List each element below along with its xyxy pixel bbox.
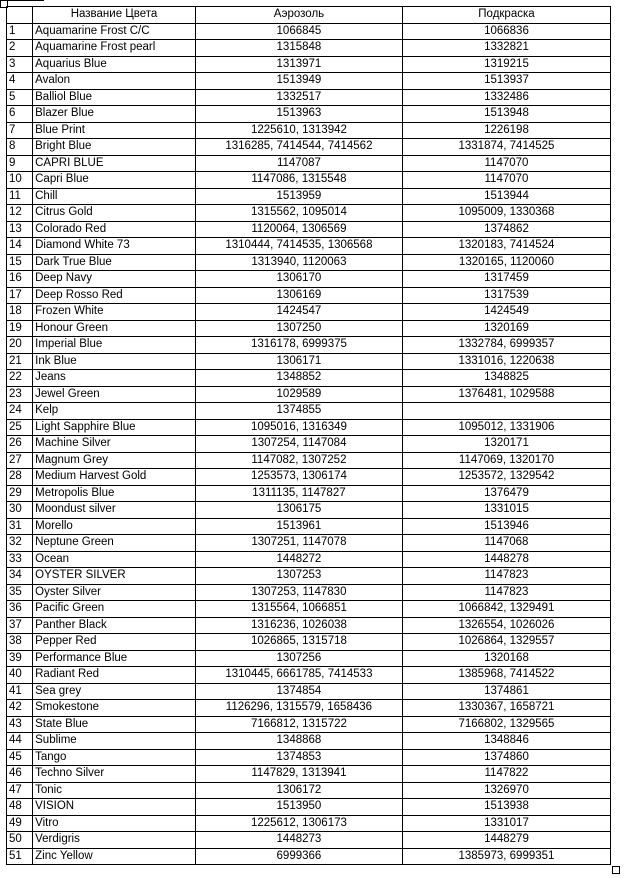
table-row	[7, 716, 611, 733]
color-name-cell: Citrus Gold	[33, 205, 196, 222]
table-row	[7, 749, 611, 766]
table-row	[7, 139, 611, 156]
color-name-cell: Radiant Red	[33, 667, 196, 684]
aerosol-code-cell: 1316236, 1026038	[195, 617, 402, 634]
row-number-cell: 12	[7, 205, 33, 222]
table-row	[7, 469, 611, 486]
color-name-cell: Pacific Green	[33, 601, 196, 618]
table-row	[7, 73, 611, 90]
primer-code-cell: 1424549	[402, 304, 610, 321]
table-row	[7, 502, 611, 519]
color-name-cell: Panther Black	[33, 617, 196, 634]
color-name-cell: Vitro	[33, 815, 196, 832]
aerosol-code-cell: 1374853	[195, 749, 402, 766]
aerosol-code-cell: 1066845	[195, 23, 402, 40]
header-primer: Подкраска	[402, 7, 610, 24]
primer-code-cell: 1147070	[402, 155, 610, 172]
row-number-cell: 36	[7, 601, 33, 618]
color-name-cell: Neptune Green	[33, 535, 196, 552]
row-number-cell: 10	[7, 172, 33, 189]
aerosol-code-cell: 1147087	[195, 155, 402, 172]
row-number-cell: 47	[7, 782, 33, 799]
color-name-cell: Ink Blue	[33, 353, 196, 370]
aerosol-code-cell: 1513959	[195, 188, 402, 205]
primer-code-cell: 1374862	[402, 221, 610, 238]
row-number-cell: 22	[7, 370, 33, 387]
row-number-cell: 7	[7, 122, 33, 139]
table-row	[7, 634, 611, 651]
aerosol-code-cell: 1313971	[195, 56, 402, 73]
primer-code-cell: 1147823	[402, 568, 610, 585]
row-number-cell: 40	[7, 667, 33, 684]
color-name-cell: Colorado Red	[33, 221, 196, 238]
aerosol-code-cell: 1147829, 1313941	[195, 766, 402, 783]
row-number-cell: 16	[7, 271, 33, 288]
row-number-cell: 15	[7, 254, 33, 271]
table-row	[7, 56, 611, 73]
aerosol-code-cell: 1126296, 1315579, 1658436	[195, 700, 402, 717]
color-codes-table	[6, 6, 611, 865]
primer-code-cell: 1331017	[402, 815, 610, 832]
row-number-cell: 27	[7, 452, 33, 469]
color-name-cell: Pepper Red	[33, 634, 196, 651]
primer-code-cell: 1147068	[402, 535, 610, 552]
primer-code-cell: 1385968, 7414522	[402, 667, 610, 684]
aerosol-code-cell: 1306175	[195, 502, 402, 519]
row-number-cell: 1	[7, 23, 33, 40]
primer-code-cell: 1374860	[402, 749, 610, 766]
aerosol-code-cell: 1448272	[195, 551, 402, 568]
primer-code-cell: 1253572, 1329542	[402, 469, 610, 486]
aerosol-code-cell: 1315848	[195, 40, 402, 57]
table-row	[7, 155, 611, 172]
color-name-cell: Jewel Green	[33, 386, 196, 403]
color-name-cell: Morello	[33, 518, 196, 535]
table-row	[7, 254, 611, 271]
aerosol-code-cell: 1307253	[195, 568, 402, 585]
row-number-cell: 25	[7, 419, 33, 436]
row-number-cell: 28	[7, 469, 33, 486]
color-name-cell: Dark True Blue	[33, 254, 196, 271]
primer-code-cell: 1095009, 1330368	[402, 205, 610, 222]
aerosol-code-cell: 1311135, 1147827	[195, 485, 402, 502]
table-row	[7, 320, 611, 337]
row-number-cell: 49	[7, 815, 33, 832]
color-name-cell: Metropolis Blue	[33, 485, 196, 502]
aerosol-code-cell: 1120064, 1306569	[195, 221, 402, 238]
aerosol-code-cell: 7166812, 1315722	[195, 716, 402, 733]
primer-code-cell: 1026864, 1329557	[402, 634, 610, 651]
row-number-cell: 13	[7, 221, 33, 238]
primer-code-cell: 1326970	[402, 782, 610, 799]
color-name-cell: Blue Print	[33, 122, 196, 139]
color-name-cell: VISION	[33, 799, 196, 816]
primer-code-cell: 1513948	[402, 106, 610, 123]
table-row	[7, 568, 611, 585]
row-number-cell: 31	[7, 518, 33, 535]
table-row	[7, 40, 611, 57]
aerosol-code-cell: 1313940, 1120063	[195, 254, 402, 271]
row-number-cell: 32	[7, 535, 33, 552]
aerosol-code-cell: 1306170	[195, 271, 402, 288]
table-row	[7, 617, 611, 634]
aerosol-code-cell: 1315564, 1066851	[195, 601, 402, 618]
row-number-cell: 42	[7, 700, 33, 717]
primer-code-cell: 1332821	[402, 40, 610, 57]
table-row	[7, 650, 611, 667]
row-number-cell: 30	[7, 502, 33, 519]
primer-code-cell: 1348825	[402, 370, 610, 387]
table-row	[7, 271, 611, 288]
row-number-cell: 43	[7, 716, 33, 733]
primer-code-cell: 1326554, 1026026	[402, 617, 610, 634]
primer-code-cell: 1376479	[402, 485, 610, 502]
aerosol-code-cell: 1307251, 1147078	[195, 535, 402, 552]
color-name-cell: Deep Navy	[33, 271, 196, 288]
row-number-cell: 35	[7, 584, 33, 601]
primer-code-cell: 1513944	[402, 188, 610, 205]
row-number-cell: 4	[7, 73, 33, 90]
row-number-cell: 50	[7, 832, 33, 849]
table-row	[7, 337, 611, 354]
primer-code-cell: 1320168	[402, 650, 610, 667]
table-row	[7, 733, 611, 750]
color-name-cell: Jeans	[33, 370, 196, 387]
table-row	[7, 205, 611, 222]
aerosol-code-cell: 1316178, 6999375	[195, 337, 402, 354]
color-name-cell: Verdigris	[33, 832, 196, 849]
primer-code-cell: 1376481, 1029588	[402, 386, 610, 403]
table-row	[7, 766, 611, 783]
row-number-cell: 20	[7, 337, 33, 354]
aerosol-code-cell: 1374855	[195, 403, 402, 420]
table-row	[7, 221, 611, 238]
table-row	[7, 23, 611, 40]
aerosol-code-cell: 1306172	[195, 782, 402, 799]
row-number-cell: 24	[7, 403, 33, 420]
table-row	[7, 535, 611, 552]
primer-code-cell: 1319215	[402, 56, 610, 73]
aerosol-code-cell: 1147086, 1315548	[195, 172, 402, 189]
color-name-cell: Capri Blue	[33, 172, 196, 189]
primer-code-cell: 1320183, 7414524	[402, 238, 610, 255]
primer-code-cell: 1513937	[402, 73, 610, 90]
aerosol-code-cell: 1374854	[195, 683, 402, 700]
color-name-cell: Aquamarine Frost C/C	[33, 23, 196, 40]
color-name-cell: Magnum Grey	[33, 452, 196, 469]
row-number-cell: 37	[7, 617, 33, 634]
primer-code-cell: 1226198	[402, 122, 610, 139]
aerosol-code-cell: 1513961	[195, 518, 402, 535]
aerosol-code-cell: 1424547	[195, 304, 402, 321]
row-number-cell: 6	[7, 106, 33, 123]
aerosol-code-cell: 1095016, 1316349	[195, 419, 402, 436]
primer-code-cell: 1331874, 7414525	[402, 139, 610, 156]
aerosol-code-cell: 1029589	[195, 386, 402, 403]
table-row	[7, 683, 611, 700]
row-number-cell: 45	[7, 749, 33, 766]
row-number-cell: 2	[7, 40, 33, 57]
primer-code-cell: 1147069, 1320170	[402, 452, 610, 469]
table-row	[7, 89, 611, 106]
primer-code-cell: 1317459	[402, 271, 610, 288]
primer-code-cell: 1320165, 1120060	[402, 254, 610, 271]
color-name-cell: Chill	[33, 188, 196, 205]
color-name-cell: Imperial Blue	[33, 337, 196, 354]
aerosol-code-cell: 1307256	[195, 650, 402, 667]
row-number-cell: 51	[7, 848, 33, 865]
aerosol-code-cell: 1316285, 7414544, 7414562	[195, 139, 402, 156]
table-row	[7, 238, 611, 255]
row-number-cell: 41	[7, 683, 33, 700]
table-row	[7, 287, 611, 304]
aerosol-code-cell: 1513949	[195, 73, 402, 90]
primer-code-cell: 1513946	[402, 518, 610, 535]
table-body	[7, 7, 611, 865]
table-row	[7, 832, 611, 849]
aerosol-code-cell: 1315562, 1095014	[195, 205, 402, 222]
color-name-cell: Machine Silver	[33, 436, 196, 453]
table-row	[7, 386, 611, 403]
aerosol-code-cell: 1253573, 1306174	[195, 469, 402, 486]
color-name-cell: OYSTER SILVER	[33, 568, 196, 585]
color-name-cell: Kelp	[33, 403, 196, 420]
color-name-cell: Ocean	[33, 551, 196, 568]
primer-code-cell: 1330367, 1658721	[402, 700, 610, 717]
row-number-cell: 9	[7, 155, 33, 172]
primer-code-cell: 1332784, 6999357	[402, 337, 610, 354]
primer-code-cell: 1331015	[402, 502, 610, 519]
table-row	[7, 403, 611, 420]
color-name-cell: Diamond White 73	[33, 238, 196, 255]
table-row	[7, 370, 611, 387]
primer-code-cell: 1332486	[402, 89, 610, 106]
aerosol-code-cell: 1147082, 1307252	[195, 452, 402, 469]
aerosol-code-cell: 1348852	[195, 370, 402, 387]
aerosol-code-cell: 1225612, 1306173	[195, 815, 402, 832]
table-row	[7, 436, 611, 453]
table-row	[7, 584, 611, 601]
table-row	[7, 782, 611, 799]
row-number-cell: 8	[7, 139, 33, 156]
color-name-cell: State Blue	[33, 716, 196, 733]
aerosol-code-cell: 1310444, 7414535, 1306568	[195, 238, 402, 255]
table-row	[7, 485, 611, 502]
row-number-cell: 46	[7, 766, 33, 783]
row-number-cell: 26	[7, 436, 33, 453]
row-number-cell: 38	[7, 634, 33, 651]
color-name-cell: Avalon	[33, 73, 196, 90]
primer-code-cell	[402, 403, 610, 420]
aerosol-code-cell: 1348868	[195, 733, 402, 750]
table-row	[7, 551, 611, 568]
primer-code-cell: 7166802, 1329565	[402, 716, 610, 733]
row-number-cell: 5	[7, 89, 33, 106]
aerosol-code-cell: 1225610, 1313942	[195, 122, 402, 139]
table-row	[7, 452, 611, 469]
color-name-cell: Bright Blue	[33, 139, 196, 156]
header-aerosol: Аэрозоль	[195, 7, 402, 24]
color-name-cell: Light Sapphire Blue	[33, 419, 196, 436]
aerosol-code-cell: 1307250	[195, 320, 402, 337]
color-name-cell: Sea grey	[33, 683, 196, 700]
row-number-cell: 14	[7, 238, 33, 255]
color-name-cell: Techno Silver	[33, 766, 196, 783]
color-name-cell: Sublime	[33, 733, 196, 750]
table-row	[7, 122, 611, 139]
color-name-cell: Honour Green	[33, 320, 196, 337]
aerosol-code-cell: 1307254, 1147084	[195, 436, 402, 453]
table-row	[7, 518, 611, 535]
primer-code-cell: 1066836	[402, 23, 610, 40]
table-row	[7, 172, 611, 189]
color-name-cell: Blazer Blue	[33, 106, 196, 123]
table-row	[7, 304, 611, 321]
primer-code-cell: 1066842, 1329491	[402, 601, 610, 618]
color-name-cell: Oyster Silver	[33, 584, 196, 601]
table-row	[7, 667, 611, 684]
primer-code-cell: 1331016, 1220638	[402, 353, 610, 370]
color-name-cell: Smokestone	[33, 700, 196, 717]
color-name-cell: Aquarius Blue	[33, 56, 196, 73]
row-number-cell: 11	[7, 188, 33, 205]
row-number-cell: 39	[7, 650, 33, 667]
primer-code-cell: 1147070	[402, 172, 610, 189]
row-number-cell: 19	[7, 320, 33, 337]
table-row	[7, 815, 611, 832]
primer-code-cell: 1320171	[402, 436, 610, 453]
row-number-cell: 17	[7, 287, 33, 304]
row-number-cell: 34	[7, 568, 33, 585]
primer-code-cell: 1513938	[402, 799, 610, 816]
color-name-cell: Tonic	[33, 782, 196, 799]
color-name-cell: Moondust silver	[33, 502, 196, 519]
header-color-name: Название Цвета	[33, 7, 196, 24]
primer-code-cell: 1320169	[402, 320, 610, 337]
table-header-row	[7, 7, 611, 24]
color-name-cell: Medium Harvest Gold	[33, 469, 196, 486]
color-name-cell: Performance Blue	[33, 650, 196, 667]
table-row	[7, 419, 611, 436]
primer-code-cell: 1095012, 1331906	[402, 419, 610, 436]
aerosol-code-cell: 1448273	[195, 832, 402, 849]
table-row	[7, 106, 611, 123]
row-number-cell: 3	[7, 56, 33, 73]
row-number-cell: 44	[7, 733, 33, 750]
primer-code-cell: 1147823	[402, 584, 610, 601]
color-name-cell: Deep Rosso Red	[33, 287, 196, 304]
row-number-cell: 18	[7, 304, 33, 321]
aerosol-code-cell: 1310445, 6661785, 7414533	[195, 667, 402, 684]
primer-code-cell: 1317539	[402, 287, 610, 304]
primer-code-cell: 1348846	[402, 733, 610, 750]
primer-code-cell: 1147822	[402, 766, 610, 783]
aerosol-code-cell: 1307253, 1147830	[195, 584, 402, 601]
row-number-cell: 33	[7, 551, 33, 568]
color-name-cell: Tango	[33, 749, 196, 766]
primer-code-cell: 1385973, 6999351	[402, 848, 610, 865]
table-resize-handle-bottom-right[interactable]	[612, 866, 620, 874]
row-number-cell: 21	[7, 353, 33, 370]
aerosol-code-cell: 6999366	[195, 848, 402, 865]
aerosol-code-cell: 1306171	[195, 353, 402, 370]
row-number-cell: 23	[7, 386, 33, 403]
color-name-cell: Aquamarine Frost pearl	[33, 40, 196, 57]
table-row	[7, 188, 611, 205]
color-name-cell: Frozen White	[33, 304, 196, 321]
header-number	[7, 7, 33, 24]
color-name-cell: Balliol Blue	[33, 89, 196, 106]
table-row	[7, 799, 611, 816]
primer-code-cell: 1448278	[402, 551, 610, 568]
table-row	[7, 601, 611, 618]
table-row	[7, 700, 611, 717]
aerosol-code-cell: 1513963	[195, 106, 402, 123]
row-number-cell: 48	[7, 799, 33, 816]
aerosol-code-cell: 1026865, 1315718	[195, 634, 402, 651]
primer-code-cell: 1448279	[402, 832, 610, 849]
color-name-cell: Zinc Yellow	[33, 848, 196, 865]
aerosol-code-cell: 1332517	[195, 89, 402, 106]
table-row	[7, 848, 611, 865]
primer-code-cell: 1374861	[402, 683, 610, 700]
table-row	[7, 353, 611, 370]
color-name-cell: CAPRI BLUE	[33, 155, 196, 172]
row-number-cell: 29	[7, 485, 33, 502]
aerosol-code-cell: 1513950	[195, 799, 402, 816]
aerosol-code-cell: 1306169	[195, 287, 402, 304]
